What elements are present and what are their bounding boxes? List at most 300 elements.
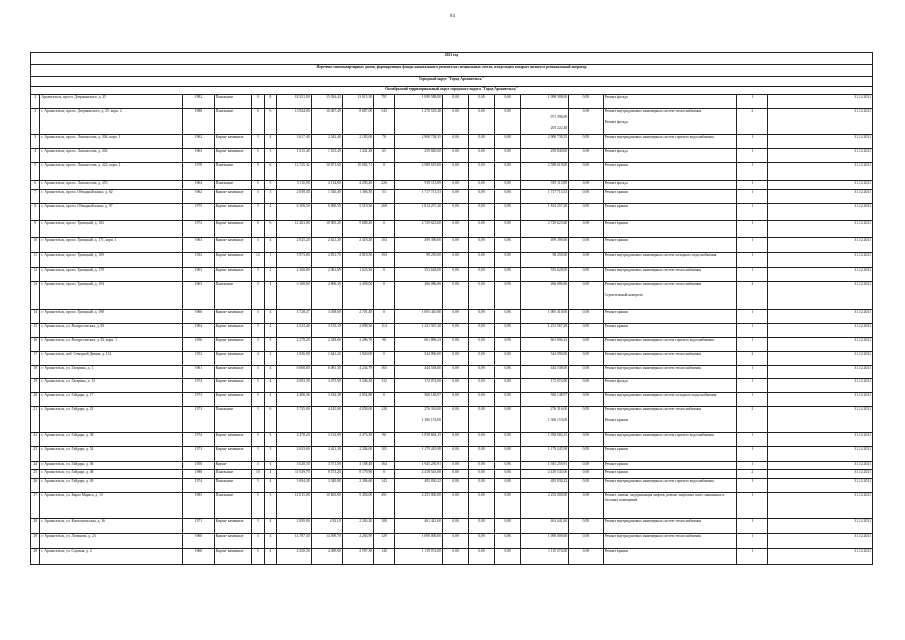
fund-federal-value: 0,00: [452, 238, 459, 242]
address-cell: [40, 310, 183, 324]
residents-cell: [374, 447, 395, 462]
work-type-cell: [603, 324, 737, 338]
deadline-value: 31.12.2021: [854, 268, 871, 272]
build-year-cell: [183, 135, 214, 149]
residential-area-value: 13 015,30: [357, 95, 373, 99]
residents-value: 0: [383, 470, 385, 474]
fund-owners-cell: [521, 366, 569, 379]
work-type-cell: [603, 549, 737, 565]
residents-value: 140: [381, 549, 387, 553]
fund-owners-cell: [521, 163, 569, 181]
build-year-cell: [183, 95, 214, 109]
build-year-cell: [183, 493, 214, 519]
fund-other-cell: [569, 479, 603, 493]
repair-cost-cell: [394, 462, 442, 470]
work-type-cell: [603, 433, 737, 447]
wall-material-value: Кирпи- каменные: [215, 393, 244, 397]
fund-federal-value: 0,00: [452, 470, 459, 474]
fund-owners-subvalue: 971 396,00: [550, 115, 568, 119]
deadline-cell: [768, 109, 873, 135]
work-count-value: 1: [751, 310, 754, 314]
fund-regional-cell: [469, 379, 495, 393]
entrances-cell: [264, 366, 277, 379]
address-cell: [40, 393, 183, 407]
total-area-cell: [277, 310, 311, 324]
work-type-cell: [603, 163, 737, 181]
fund-federal-cell: [442, 253, 468, 268]
row-number-cell: [31, 479, 40, 493]
work-type-cell: [603, 268, 737, 282]
residents-value: 108: [381, 519, 387, 523]
floors-value: 12: [256, 253, 260, 257]
fund-federal-value: 0,00: [452, 204, 459, 208]
row-number-cell: [31, 163, 40, 181]
fund-regional-value: 0,00: [478, 519, 485, 523]
fund-regional-value: 0,00: [478, 221, 485, 225]
deadline-cell: [768, 190, 873, 204]
fund-local-cell: [495, 95, 521, 109]
wall-material-cell: [214, 393, 252, 407]
wall-material-value: Кирпи- каменные: [215, 447, 244, 451]
work-count-value: 1: [751, 181, 754, 185]
residents-cell: [374, 221, 395, 238]
table-row: [31, 253, 873, 268]
address-value: г. Архангельск, ул. Гайдара, д. 38: [41, 433, 94, 437]
repair-cost-cell: [394, 379, 442, 393]
entrances-cell: [264, 253, 277, 268]
entrances-cell: [264, 470, 277, 479]
residential-area-cell: [342, 433, 373, 447]
entrances-cell: [264, 462, 277, 470]
fund-other-value: 0,00: [582, 221, 590, 225]
fund-regional-cell: [469, 221, 495, 238]
living-area-value: 2 869,30: [327, 282, 341, 286]
residential-area-value: 8 687,00: [359, 109, 373, 113]
residential-area-value: 1 366,30: [359, 190, 373, 194]
living-area-cell: [311, 324, 342, 338]
fund-owners-cell: [521, 493, 569, 519]
build-year-value: 1962: [194, 190, 203, 194]
work-type-cell: [603, 447, 737, 462]
address-value: г. Архангельск, ул. Воскресенская, д. 83: [41, 324, 105, 328]
fund-federal-value: 0,00: [452, 253, 459, 257]
build-year-cell: [183, 204, 214, 221]
entrances-value: 6: [269, 221, 272, 225]
fund-regional-cell: [469, 95, 495, 109]
fund-local-value: 0,00: [504, 282, 511, 286]
residents-cell: [374, 379, 395, 393]
fund-local-value: 0,00: [504, 95, 511, 99]
fund-regional-cell: [469, 393, 495, 407]
living-area-value: 3 458,60: [327, 310, 341, 314]
work-count-cell: [737, 519, 768, 534]
deadline-value: 31.12.2021: [854, 470, 871, 474]
address-cell: [40, 447, 183, 462]
work-type-cell: [603, 95, 737, 109]
repair-cost-value: 2 729 623,60: [421, 221, 441, 225]
entrances-cell: [264, 534, 277, 549]
deadline-value: 31.12.2021: [854, 163, 871, 167]
wall-material-value: Кирпи- каменные: [215, 221, 244, 225]
work-count-value: 1: [751, 379, 754, 383]
fund-federal-value: 0,00: [452, 462, 459, 466]
living-area-cell: [311, 181, 342, 190]
residents-cell: [374, 163, 395, 181]
fund-local-value: 0,00: [504, 534, 511, 538]
work-type-value: Ремонт фасада: [604, 379, 628, 383]
deadline-value: 31.12.2021: [854, 238, 871, 242]
deadline-cell: [768, 407, 873, 433]
deadline-cell: [768, 268, 873, 282]
fund-regional-value: 0,00: [478, 534, 485, 538]
fund-local-value: 0,00: [504, 268, 511, 272]
fund-federal-cell: [442, 324, 468, 338]
fund-other-value: 0,00: [582, 95, 590, 99]
entrances-cell: [264, 549, 277, 565]
row-number-value: 25: [33, 470, 38, 474]
fund-federal-value: 0,00: [452, 366, 459, 370]
residential-area-cell: [342, 462, 373, 470]
wall-material-value: Кирпи- каменные: [215, 135, 244, 139]
living-area-cell: [311, 447, 342, 462]
fund-owners-value: 499 390,00: [550, 238, 568, 242]
fund-other-value: 0,00: [582, 149, 590, 153]
address-value: г. Архангельск, просп. Ломоносова, д. 204, корп. 1: [41, 135, 121, 139]
total-area-cell: [277, 366, 311, 379]
row-number-value: 8: [34, 204, 37, 208]
table-row: [31, 479, 873, 493]
entrances-value: 1: [269, 253, 272, 257]
deadline-value: 31.12.2021: [854, 366, 871, 370]
fund-local-value: 0,00: [504, 479, 511, 483]
row-number-cell: [31, 393, 40, 407]
entrances-value: 4: [269, 204, 272, 208]
total-area-value: 2 839,00: [296, 519, 310, 523]
build-year-value: 1962: [194, 135, 203, 139]
build-year-cell: [183, 393, 214, 407]
work-count-value: 1: [751, 324, 754, 328]
table-row: [31, 447, 873, 462]
residents-value: 0: [383, 310, 385, 314]
entrances-cell: [264, 447, 277, 462]
deadline-cell: [768, 95, 873, 109]
work-type-value: Ремонт внутридомовых инженерных систем горячего водоснабжения: [604, 135, 714, 139]
total-area-value: 3 478,20: [296, 433, 310, 437]
fund-other-cell: [569, 268, 603, 282]
fund-regional-value: 0,00: [478, 462, 485, 466]
fund-regional-cell: [469, 163, 495, 181]
floors-value: 9: [256, 95, 259, 99]
wall-material-value: Панельные: [215, 470, 234, 474]
residential-area-cell: [342, 324, 373, 338]
fund-local-value: 0,00: [504, 379, 511, 383]
table-row: [31, 433, 873, 447]
address-cell: [40, 470, 183, 479]
fund-local-cell: [495, 534, 521, 549]
row-number-value: 10: [33, 238, 38, 242]
work-type-cell: [603, 109, 737, 135]
living-area-value: 6 081,30: [327, 366, 341, 370]
build-year-value: 1975: [194, 204, 203, 208]
work-count-value: 1: [751, 519, 754, 523]
work-type-secondary: Ремонт фасада: [604, 120, 628, 124]
fund-owners-cell: [521, 324, 569, 338]
fund-local-cell: [495, 470, 521, 479]
build-year-cell: [183, 352, 214, 366]
total-area-cell: [277, 163, 311, 181]
work-count-cell: [737, 366, 768, 379]
wall-material-value: Кирпи- каменные: [215, 352, 244, 356]
residents-value: 491: [381, 493, 387, 497]
fund-other-cell: [569, 253, 603, 268]
work-count-cell: [737, 204, 768, 221]
residential-area-value: 2 701,40: [359, 310, 373, 314]
year-title: 2021 год: [31, 53, 873, 65]
fund-local-cell: [495, 238, 521, 253]
work-type-value: Ремонт внутридомовых инженерных систем горячего водоснабжения: [604, 479, 714, 483]
address-cell: [40, 493, 183, 519]
year-header-row: [31, 53, 873, 65]
residents-value: 268: [381, 204, 387, 208]
repair-cost-cell: [394, 181, 442, 190]
fund-local-value: 0,00: [504, 253, 511, 257]
residents-cell: [374, 268, 395, 282]
table-row: [31, 163, 873, 181]
address-value: г. Архангельск, ул. Гайдара, д. 23: [41, 407, 94, 411]
living-area-cell: [311, 393, 342, 407]
work-count-value: 2: [751, 352, 754, 356]
wall-material-cell: [214, 310, 252, 324]
fund-federal-value: 0,00: [452, 393, 459, 397]
build-year-value: 1972: [194, 221, 203, 225]
address-cell: [40, 95, 183, 109]
floors-value: 5: [256, 447, 259, 451]
wall-material-value: Кирпи-: [215, 462, 228, 466]
residential-area-cell: [342, 393, 373, 407]
entrances-cell: [264, 433, 277, 447]
fund-owners-cell: [521, 95, 569, 109]
living-area-cell: [311, 549, 342, 565]
living-area-cell: [311, 95, 342, 109]
living-area-cell: [311, 433, 342, 447]
floors-cell: [252, 135, 265, 149]
fund-owners-cell: [521, 238, 569, 253]
wall-material-cell: [214, 379, 252, 393]
entrances-value: 3: [269, 149, 272, 153]
work-type-cell: [603, 519, 737, 534]
build-year-value: 1958: [194, 462, 203, 466]
living-area-value: 10 905,20: [326, 221, 341, 225]
work-count-value: 1: [751, 95, 754, 99]
wall-material-value: Кирпи- каменные: [215, 310, 244, 314]
work-type-cell: [603, 181, 737, 190]
repair-cost-cell: [394, 479, 442, 493]
wall-material-cell: [214, 221, 252, 238]
repair-cost-value: 1 717 713,53: [421, 190, 441, 194]
residential-area-value: 3 346,30: [359, 379, 373, 383]
row-number-value: 6: [34, 181, 37, 185]
fund-federal-cell: [442, 190, 468, 204]
fund-local-value: 0,00: [504, 238, 511, 242]
residents-cell: [374, 519, 395, 534]
work-count-value: 2: [751, 470, 754, 474]
build-year-value: 1956: [194, 338, 203, 342]
entrances-cell: [264, 135, 277, 149]
fund-regional-cell: [469, 447, 495, 462]
wall-material-cell: [214, 135, 252, 149]
address-cell: [40, 366, 183, 379]
repair-cost-cell: [394, 324, 442, 338]
fund-local-cell: [495, 338, 521, 352]
repair-cost-cell: [394, 534, 442, 549]
fund-other-value: 0,00: [582, 433, 590, 437]
build-year-value: 1932: [194, 253, 203, 257]
build-year-value: 1988: [194, 470, 203, 474]
deadline-value: 31.12.2021: [854, 447, 871, 451]
residential-area-value: 2 098,50: [359, 324, 373, 328]
fund-federal-cell: [442, 493, 468, 519]
table-row: [31, 519, 873, 534]
fund-federal-cell: [442, 407, 468, 433]
fund-federal-value: 0,00: [452, 407, 459, 411]
fund-other-cell: [569, 324, 603, 338]
fund-regional-cell: [469, 149, 495, 163]
floors-cell: [252, 181, 265, 190]
living-area-cell: [311, 268, 342, 282]
row-number-value: 27: [33, 493, 38, 497]
fund-federal-value: 0,00: [452, 479, 459, 483]
address-cell: [40, 462, 183, 470]
work-type-value: Ремонт крыши: [604, 221, 628, 225]
floors-cell: [252, 352, 265, 366]
work-count-cell: [737, 135, 768, 149]
floors-value: 5: [256, 268, 259, 272]
fund-regional-cell: [469, 181, 495, 190]
repair-cost-value: 276 316,00: [424, 407, 441, 411]
living-area-cell: [311, 493, 342, 519]
row-number-cell: [31, 109, 40, 135]
table-row: [31, 493, 873, 519]
floors-cell: [252, 470, 265, 479]
floors-value: 9: [256, 163, 259, 167]
table-row: [31, 268, 873, 282]
total-area-cell: [277, 338, 311, 352]
fund-local-value: 0,00: [504, 366, 511, 370]
fund-federal-cell: [442, 238, 468, 253]
fund-other-cell: [569, 190, 603, 204]
deadline-cell: [768, 470, 873, 479]
work-type-value: Ремонт внутридомовых инженерных систем холодного водоснабжения: [604, 393, 717, 397]
deadline-cell: [768, 447, 873, 462]
total-area-value: 3 617,40: [296, 135, 310, 139]
work-type-cell: [603, 190, 737, 204]
entrances-value: 8: [269, 95, 272, 99]
floors-cell: [252, 109, 265, 135]
fund-federal-value: 0,00: [452, 181, 459, 185]
row-number-cell: [31, 352, 40, 366]
entrances-value: 4: [269, 534, 272, 538]
floors-value: 4: [256, 352, 259, 356]
fund-owners-cell: [521, 135, 569, 149]
residents-cell: [374, 324, 395, 338]
fund-other-value: 0,00: [582, 268, 590, 272]
work-type-cell: [603, 253, 737, 268]
floors-value: 5: [256, 238, 259, 242]
work-type-secondary: Строительный контроль: [604, 293, 643, 297]
build-year-value: 1966: [194, 310, 203, 314]
fund-regional-value: 0,00: [478, 447, 485, 451]
total-area-cell: [277, 282, 311, 310]
wall-material-value: Кирпи- каменные: [215, 549, 244, 553]
repair-cost-cell: [394, 447, 442, 462]
fund-regional-value: 0,00: [478, 393, 485, 397]
wall-material-value: Кирпи- каменные: [215, 190, 244, 194]
fund-local-cell: [495, 479, 521, 493]
deadline-value: 31.12.2021: [854, 324, 871, 328]
wall-material-cell: [214, 149, 252, 163]
deadline-value: 31.12.2021: [854, 393, 871, 397]
work-type-cell: [603, 493, 737, 519]
address-cell: [40, 519, 183, 534]
residents-value: 105: [381, 447, 387, 451]
total-area-value: 5 973,80: [296, 253, 310, 257]
floors-cell: [252, 95, 265, 109]
deadline-value: 31.12.2021: [854, 433, 871, 437]
build-year-value: 1973: [194, 393, 203, 397]
deadline-cell: [768, 393, 873, 407]
fund-federal-cell: [442, 519, 468, 534]
repair-cost-value: 259 840,00: [424, 149, 441, 153]
fund-owners-value: 553 628,00: [550, 268, 568, 272]
fund-local-cell: [495, 310, 521, 324]
repair-cost-cell: [394, 253, 442, 268]
fund-federal-cell: [442, 433, 468, 447]
repair-cost-value: 485 830,22: [424, 479, 441, 483]
work-count-value: 1: [751, 221, 754, 225]
residential-area-cell: [342, 379, 373, 393]
work-type-cell: [603, 470, 737, 479]
table-row: [31, 462, 873, 470]
repair-cost-value: 1 058 684,15: [421, 433, 441, 437]
residents-cell: [374, 352, 395, 366]
address-cell: [40, 534, 183, 549]
total-area-value: 1 615,40: [296, 149, 310, 153]
subdistrict-title: Октябрьский территориальный округ городского округа "Город Архангельск": [31, 87, 873, 95]
floors-cell: [252, 379, 265, 393]
wall-material-cell: [214, 268, 252, 282]
wall-material-value: Кирпи- каменные: [215, 149, 244, 153]
fund-regional-cell: [469, 366, 495, 379]
fund-owners-value: 544 990,00: [550, 352, 568, 356]
fund-local-cell: [495, 253, 521, 268]
floors-cell: [252, 149, 265, 163]
fund-owners-cell: [521, 462, 569, 470]
address-value: г. Архангельск, просп. Дзержинского, д. 25, корп. 2: [41, 109, 122, 113]
fund-regional-cell: [469, 338, 495, 352]
fund-other-value: 0,00: [582, 470, 590, 474]
entrances-value: 3: [269, 493, 272, 497]
repair-cost-value: 1 090 000,00: [421, 534, 441, 538]
address-value: г. Архангельск, просп. Обводный канал, д. 97: [41, 204, 113, 208]
work-type-value: Ремонт внутридомовых инженерных систем горячего водоснабжения: [604, 433, 714, 437]
row-number-cell: [31, 493, 40, 519]
fund-owners-cell: [521, 352, 569, 366]
work-type-cell: [603, 238, 737, 253]
entrances-value: 4: [269, 393, 272, 397]
work-count-value: 1: [751, 549, 754, 553]
fund-federal-cell: [442, 282, 468, 310]
subdistrict-header-row: [31, 87, 873, 95]
